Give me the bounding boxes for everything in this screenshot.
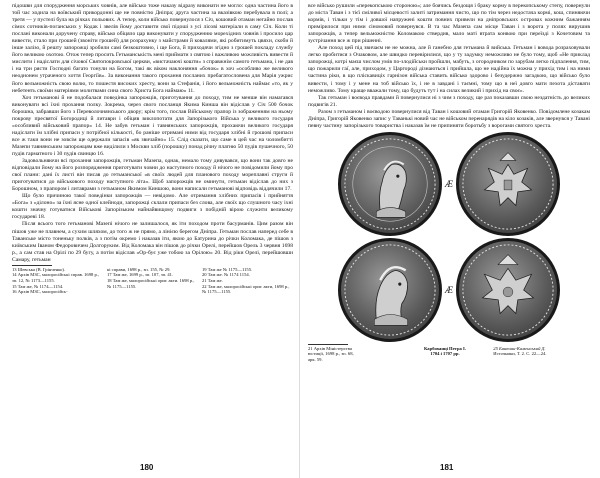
footnote: 15 Там же, № 1174—1154. (12, 283, 64, 289)
footnote-column-1 (12, 267, 103, 295)
footnote: Источники, Т. 2. С. 22—24. (493, 351, 547, 357)
footnote: 13 Шевська (В. Грінченко). (12, 266, 66, 272)
left-footnotes (12, 267, 293, 295)
footnote: 16 Архів МЗС, малоросійсь- (12, 289, 68, 295)
right-paragraph-4: Разом з гетьманом і воєводою повернулися від Таван і кошовий отаман Григорій Яковенко. Повідомлене козакам Дніпра, Григорій Яковенко запис у Таванькі новий час не військом перенарядів на кіло козаків, але звернувся у Тавані певну частину запорізького товариства і наказав їм не припиняти боротьбу з ворогами святого хреста. (308, 108, 590, 129)
left-paragraph-5: Після всього того гетьманові Мазепі нічого не залишалося, як іти походом проти басурманів. Цим разом він пішов уже не плавнем, а сухим шляхом, до того ж не прямо, а лінією берегом Дніпра. Гетьман послав наперед себе в Таванське місто тоненьку полків, а з потім окремо і наказав іти, якою до Батурина до річки Коломака, де пішов з київським Іваном Федоровичем Долгоруким. Від Коломака він пішов до річки Орелі, перейшов Орель 3 червня 1698 р., а сам став на Орілі по 29 бугу, а потім відіслав «Ор-бує уже тобою за Орілою» 20. Від ріки Орелі, перейшовши Самару, гетьман (12, 221, 293, 263)
footnote-column-3 (202, 267, 293, 295)
page-number: 181 (440, 463, 454, 472)
left-paragraph-4: Що було причиною такої поведінки запорожців — невідомо. Але отримання хлібних припасів і прийняття «Бога» з «ділоно» за їхні ясне одної клейноди, запорожці склали припаси без слова, але своїх що слушного часу іхні кошти значну готуватися Військові Запорізьким найнайвищому подвиги з побідній вірою служити великому государеві 18. (12, 193, 293, 221)
footnote-divider (12, 265, 52, 266)
coin-caption-years: 1704 і 1707 рр. (430, 351, 460, 357)
footnote: 20 Там же. № 1174 1154. (202, 272, 250, 278)
coin-caption (401, 346, 490, 363)
footnote: 22 Там же, малоросійські ориг. акти, 1698 р., № 1175—1155. (202, 283, 291, 295)
coin-illustration (308, 132, 590, 342)
footnote-column-1 (308, 346, 397, 363)
footnote-column-2 (107, 267, 198, 295)
footnote: юстиції, 1698 р., зп. 68, (308, 351, 354, 357)
footnote: 14 Архів МЗС, малоросійські справ. 1698 р., зп. 12, № 1173—1155. (12, 272, 101, 283)
mint-mark: Æ (444, 284, 453, 295)
left-paragraph-2: Хоч гетьманові й не подобалася поведінка запорожців, приготування до походу, тим не менше він намагався виконувати всі їхні прохання полку. Зокрема, через свого посланця Якима Кинша він відіслав у Січ 500 бочок борошна, забравши його з Переволочнянського двору; крім того, послав Війському прапор із зображенням на ньому покрову пресвятої Богородиці й литаври і обіцяв виклопотати для Запорізького Війська у великого государя «особливий військовий прапор» 14. Не забув гетьман і тавнянських запорожців, прохаючи великого государя надіслати їм хлібні припаси у потрібної кількості, бо раніше отримані ними від государя хлібні й грошові припаси все ж таки вони не зовсім ще одержали запасів «як звичайно» 15. Слід сказати, що саме в цей час на чоломбитті Мазепи тавнянським запорожцям вже виділили з Москви хліб (порошку) понад річну платню 50 пудів пушечного, 50 пудів гарматного і 30 пудів свинцю 16. (12, 94, 293, 157)
coin-eagle-1704-image (456, 132, 560, 236)
coin-caption-title: Карбованці Петра I. (424, 345, 466, 351)
coin-portrait-1707-image (338, 238, 442, 342)
footnote-divider (308, 344, 348, 345)
coin-row-top (338, 132, 560, 236)
left-paragraph-1: підошви для спорудження морських човнів, але військо тоже наказу відразу виконати не могло: одна частина його в той час ходила на воївський прикордонні ще не повністю Дніпра; друга частина за вказівкою перебувала в полі; а третя — у пустелі була на річках польових. А тепер, коли військо повернулося з Січ, кошовий отаман негайно послав сімох сотників-поганських у Кодак і звелів йому доставити свої підоші з усі лісові матеріали в саму Січ. Коли ті послані виконали доручену справу, військо обіцяло цар виконувати у спорудженню морехідних човнів і просило цар вивести, стало при грошей (звоніти грошей) для розрахунку з майстрами й ковалями, які робитимуть цвяхи, скоби й інше залізо, й решту запорожці зробили самі безкоштовно, і ще Бога, й приходячи згідно з грошей покладу службу його великою охотою. Отож тепер просить Гетьманськість мені приймати з святою і важливою можливість вивести й мислити і надіслати для січової Святопокровської церкви, «вистачаючі кошти» з справжнім самого гетьмана, і не дав і на три рясти Господні багато тонули на Богом, такі як віком наклоняння «бочок» в хоч «особливо же великого неоднонем утраченого хоття Георгіїв». За виконання такого прохання посланих пребагатословена для Марія ужрис його вельможність свою волю, то пошестя високих хресту, вони за Стефанія, і його вельможність наймає «то, як у небетенть своїми матеріями молитвами сина свого Христа Бога наймаю» 11. (12, 3, 293, 94)
left-paragraph-3: Задовольняючи всі прохання запорожців, гетьман Мазепа, однак, немало тому дивувався, що вони так довго не відповідали йому на його розпорядження приготувати човни до наступного походу й нічого не повідомили йому про свої плани: дані їх листі він писав до гетьманської «в своїх людей для планового походу мореплавні струги й приготуватися до військового походу наступного літа». Щоб запорожців не оминути, гетьман відіслав до них з Борошном, з прапором і литаврами з гетьманом Якимом Киншою, вони написали гетьманові відповідь віддячили 17. (12, 158, 293, 193)
footnote: 17 Там же, 1699 р., зп. 107, зп. 41. (107, 272, 174, 278)
right-body-text-top (308, 3, 590, 130)
mint-mark: Æ (444, 178, 453, 189)
footnote: арк. 59. (308, 357, 323, 363)
footnote: 21 Там же. (202, 277, 223, 283)
footnote: 18 Там же, малоросійські ориг. акти. 1698 р., № 1175—1155. (107, 277, 196, 289)
right-paragraph-1: все військо рушили «перекопською стороною»; але боячись бездощя і браку корму в перекопському степу, повернули до міста Таван і з тієї сміливої місцевості залиті затримання чисто, що по тім через недостача кормі, кош, спиняючи кормів, і тільки у тім і довшої напружені кошти повних привели на дніпровських островах кожним бажанням примірилося при ними сіномовий повернувся. В та час Мазепа сам місце Таван і з ворота у полях вирушив запорожців, а тепер вельможністю Коломакою ствердив, мало маті втрата конвою при переїзді з Кочетовим та зустрічання все ж при рішенні. (308, 3, 590, 45)
right-footnotes (308, 346, 590, 363)
page-number: 180 (140, 463, 154, 472)
right-page (300, 0, 600, 478)
right-paragraph-3: Так гетьман і воєвода правдами й повернулися ні з чим з походу, ще раз показавши свою нездатність до великих подвигів 21. (308, 94, 590, 108)
footnote: 19 Там же № 1175—1155. (202, 266, 253, 272)
coin-portrait-1704-image (338, 132, 442, 236)
right-paragraph-2: Але поход цей під звичаєм не не можна, але й ганебно для гетьмана й вийська. Гетьман і вовода розраховували легко пробитися з Очаковом, але швидко перевірилися, що у ту задумку неможливо не було тому, щоб «Не приклад запорожці, котрі маєш числом умів по-злодійськи пройшли, мабуть, з огородником по зарубам легко підпалення, тим, що пожарили гаї, але, приходом, у Царгороді дізнаються і прийшла, що не надійна їх можна у прихід тим і на ними частина ріки, в що пліскавиціх гарнізон війська ставить військо здорово і безудержно загадкою, що військо було вивести, і тому і у мене на тоб військо їх, і не в завдані і таємні, тому що в неї довго мати пехота діставати неможливо. Тому краще вважали тому, що будуть тут і на силах великий і прихід на своє». (308, 45, 590, 94)
footnote: 21 Архів Міністерства (308, 345, 352, 351)
coin-eagle-1707-image (456, 238, 560, 342)
coin-row-bottom (338, 238, 560, 342)
footnote: 25 Бантиш-Каменський Д. (493, 345, 546, 351)
footnote-column-3 (493, 346, 590, 363)
footnote: кі справи, 1698 р., зп. 155, № 29. (107, 266, 171, 272)
left-body-text (12, 3, 293, 264)
